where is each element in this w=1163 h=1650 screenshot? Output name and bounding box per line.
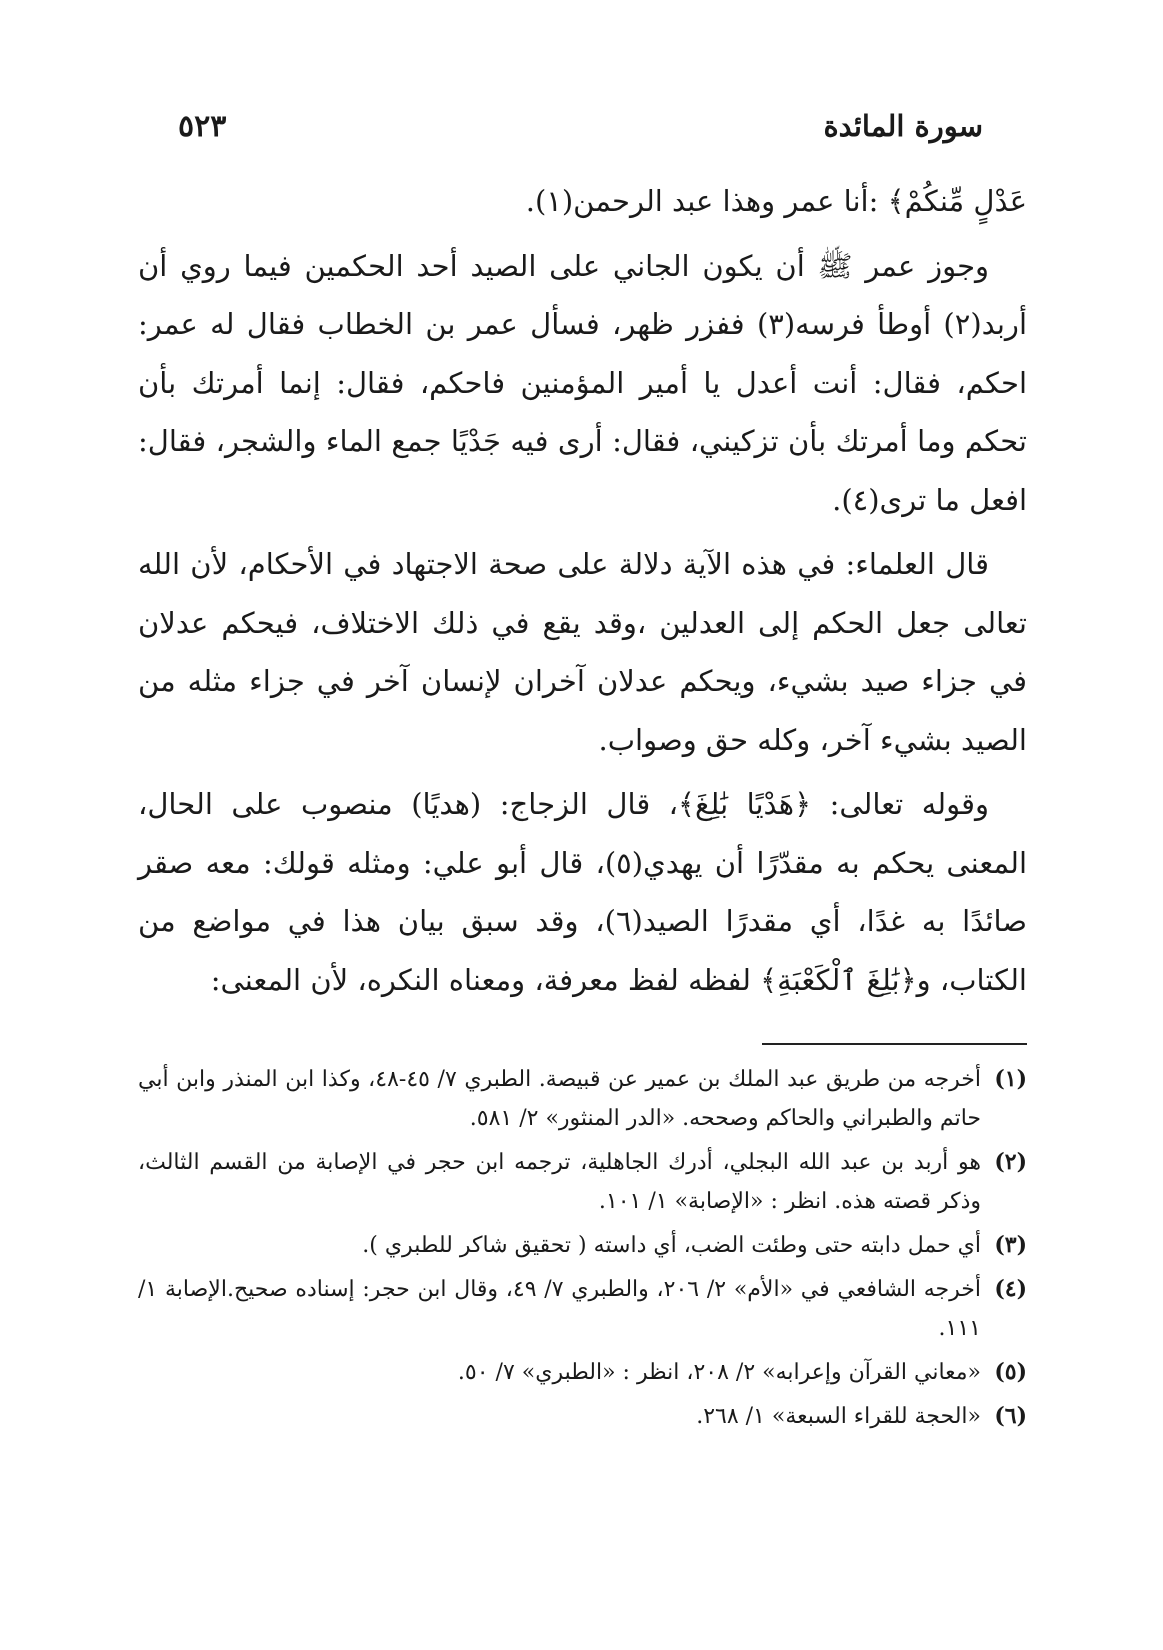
footnote-2 xyxy=(138,1143,1027,1221)
body-paragraph-2: وجوز عمر ﷺ أن يكون الجاني على الصيد أحد الحكمين فيما روي أن أربد(٢) أوطأ فرسه(٣) ففزر ظهر، فسأل عمر بن الخطاب فقال له عمر: احكم، فقال: أنت أعدل يا أمير المؤمنين فاحكم، فقال: إنما أمرتك بأن تحكم وما أمرتك بأن تزكيني، فقال: أرى فيه جَدْيًا جمع الماء والشجر، فقال: افعل ما ترى(٤). xyxy=(138,248,1027,517)
footnote-text: «معاني القرآن وإعرابه» ٢/ ٢٠٨، انظر : «الطبري» ٧/ ٥٠. xyxy=(457,1360,981,1385)
body-paragraph-3: قال العلماء: في هذه الآية دلالة على صحة الاجتهاد في الأحكام، لأن الله تعالى جعل الحكم إلى العدلين ،وقد يقع في ذلك الاختلاف، فيحكم عدلان في جزاء صيد بشيء، ويحكم عدلان آخران لإنسان آخر في جزاء مثله من الصيد بشيء آخر، وكله حق وصواب. xyxy=(138,547,1027,757)
page-number: ٥٢٣ xyxy=(178,108,227,144)
footnote-6 xyxy=(138,1397,1027,1436)
footnote-text: أي حمل دابته حتى وطئت الضب، أي داسته ( تحقيق شاكر للطبري ). xyxy=(362,1233,981,1258)
body-paragraph-4: وقوله تعالى: ﴿هَدْيًا بَٰلِغَ﴾، قال الزجاج: (هديًا) منصوب على الحال، المعنى يحكم به مقدّرًا أن يهدي(٥)، قال أبو علي: ومثله قولك: معه صقر صائدًا به غدًا، أي مقدرًا الصيد(٦)، وقد سبق بيان هذا في مواضع من الكتاب، و﴿بَٰلِغَ ٱلْكَعْبَةِ﴾ لفظه لفظ معرفة، ومعناه النكره، لأن المعنى: xyxy=(138,787,1028,997)
footnote-number: (١) xyxy=(994,1066,1027,1092)
page-header xyxy=(178,104,983,148)
footnote-1 xyxy=(138,1060,1027,1138)
footnote-number: (٥) xyxy=(994,1359,1027,1385)
footnote-4 xyxy=(138,1270,1027,1348)
footnote-text: هو أربد بن عبد الله البجلي، أدرك الجاهلية، ترجمه ابن حجر في الإصابة من القسم الثالث، وذكر قصته هذه. انظر : «الإصابة» ١/ ١٠١. xyxy=(138,1150,981,1214)
surah-title: سورة المائدة xyxy=(823,109,983,143)
footnote-3 xyxy=(138,1226,1027,1265)
footnote-number: (٤) xyxy=(994,1276,1027,1302)
footnote-text: أخرجه من طريق عبد الملك بن عمير عن قبيصة. الطبري ٧/ ٤٥-٤٨، وكذا ابن المنذر وابن أبي حاتم والطبراني والحاكم وصححه. «الدر المنثور» ٢/ ٥٨١. xyxy=(138,1067,982,1131)
footnote-number: (٣) xyxy=(994,1232,1027,1258)
footnote-text: أخرجه الشافعي في «الأم» ٢/ ٢٠٦، والطبري ٧/ ٤٩، وقال ابن حجر: إسناده صحيح.الإصابة ١/ ١١١. xyxy=(138,1277,982,1341)
footnote-5 xyxy=(138,1353,1027,1392)
footnote-number: (٢) xyxy=(994,1149,1027,1175)
main-text xyxy=(138,172,1027,1009)
footnote-divider xyxy=(762,1043,1027,1045)
footnote-number: (٦) xyxy=(994,1403,1027,1429)
body-paragraph-1: عَدْلٍ مِّنكُمْ﴾ :أنا عمر وهذا عبد الرحمن(١). xyxy=(525,184,1027,218)
footnote-text: «الحجة للقراء السبعة» ١/ ٢٦٨. xyxy=(696,1404,981,1429)
footnotes xyxy=(138,1060,1027,1441)
